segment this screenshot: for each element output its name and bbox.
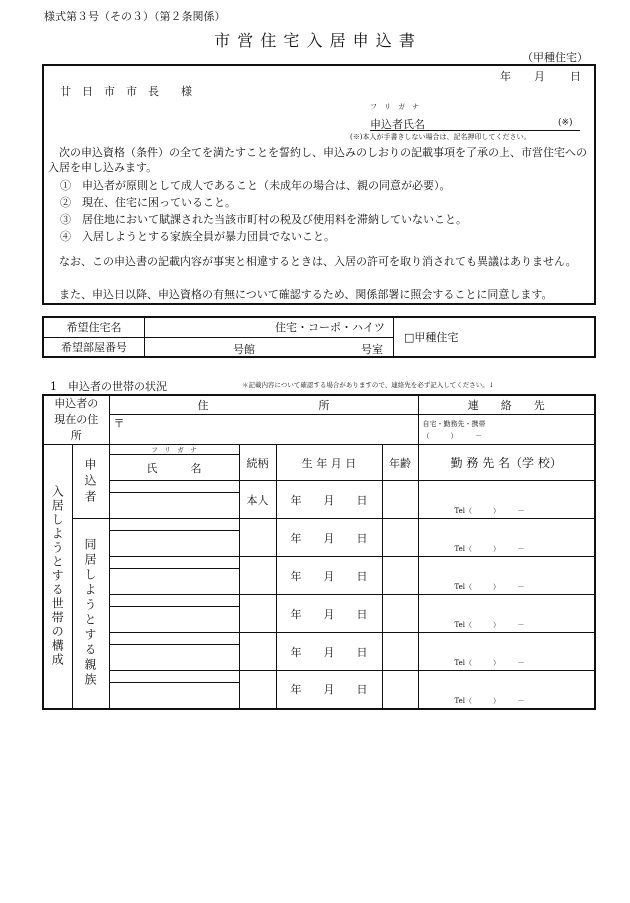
date-day-label: 日	[570, 70, 581, 83]
family-relation-field[interactable]	[239, 633, 276, 671]
applicant-relation: 本人	[239, 481, 276, 519]
form-number: 様式第３号（その３）（第２条関係）	[44, 10, 226, 23]
family-name-field[interactable]	[109, 645, 239, 671]
note-annul: なお、この申込書の記載内容が事実と相違するときは、入居の許可を取り消されても異議はありません。	[59, 255, 577, 268]
address-field[interactable]	[109, 415, 418, 445]
desired-housing-field[interactable]: 住宅・コーポ・ハイツ	[145, 317, 394, 337]
seal-mark: (※)	[558, 118, 573, 128]
family-name-field[interactable]	[109, 569, 239, 595]
family-name-field[interactable]	[109, 531, 239, 557]
condition-item: ④ 入居しようとする家族全員が暴力団員でないこと。	[60, 230, 335, 243]
applicant-workplace-field[interactable]: Tel（ ） －	[418, 481, 595, 519]
family-furigana-field[interactable]	[109, 595, 239, 607]
family-age-field[interactable]	[382, 519, 418, 557]
pledge-box	[42, 64, 596, 305]
col-relation: 続柄	[239, 445, 276, 481]
pledge-intro: 次の申込資格（条件）の全てを満たすことを誓約し、申込みのしおりの記載事項を了承の上、市営住宅への入居を申し込みます。	[48, 146, 587, 174]
family-age-field[interactable]	[382, 595, 418, 633]
family-name-field[interactable]	[109, 683, 239, 709]
applicant-furigana-field[interactable]	[109, 481, 239, 493]
contact-header: 連 絡 先	[418, 395, 595, 415]
applicant-name-field[interactable]	[109, 493, 239, 519]
family-relation-field[interactable]	[239, 519, 276, 557]
household-section-label: 入居しようとする世帯の構成	[43, 445, 72, 709]
current-address-label: 申込者の現在の住所	[43, 395, 109, 445]
conditions-list	[60, 177, 467, 245]
housing-table	[42, 316, 596, 358]
family-birth-field[interactable]: 年 月 日	[276, 671, 382, 709]
family-name-field[interactable]	[109, 607, 239, 633]
date-month-label: 月	[534, 70, 545, 83]
col-workplace: 勤 務 先 名（学 校）	[418, 445, 595, 481]
applicant-birth-field[interactable]: 年 月 日	[276, 481, 382, 519]
family-furigana-field[interactable]	[109, 519, 239, 531]
family-workplace-field[interactable]: Tel（ ） －	[418, 557, 595, 595]
col-furigana: フ リ ガ ナ	[109, 445, 239, 455]
applicant-group-label: 申込者	[72, 445, 109, 519]
room-number-field[interactable]: 号館 号室	[145, 337, 394, 357]
family-relation-field[interactable]	[239, 557, 276, 595]
family-age-field[interactable]	[382, 557, 418, 595]
section1-note: ＊記載内容について確認する場合がありますので、連絡先を必ず記入してください。↓	[242, 381, 495, 389]
note-consent: また、申込日以降、申込資格の有無について確認するため、関係部署に照会することに同意します。	[59, 288, 553, 301]
applicant-name-field[interactable]	[370, 130, 580, 131]
family-birth-field[interactable]: 年 月 日	[276, 595, 382, 633]
desired-housing-label: 希望住宅名	[43, 317, 145, 337]
family-furigana-field[interactable]	[109, 671, 239, 683]
applicant-name-label: 申込者氏名	[370, 118, 425, 131]
household-table	[42, 394, 596, 710]
family-relation-field[interactable]	[239, 595, 276, 633]
family-birth-field[interactable]: 年 月 日	[276, 557, 382, 595]
form-title: 市 営 住 宅 入 居 申 込 書	[214, 31, 416, 50]
family-group-label: 同居しようとする親族	[72, 519, 109, 709]
family-workplace-field[interactable]: Tel（ ） －	[418, 671, 595, 709]
family-workplace-field[interactable]: Tel（ ） －	[418, 595, 595, 633]
section1-title: 1 申込者の世帯の状況	[50, 380, 167, 393]
family-relation-field[interactable]	[239, 671, 276, 709]
form-type: （甲種住宅）	[522, 51, 588, 64]
family-workplace-field[interactable]: Tel（ ） －	[418, 519, 595, 557]
family-birth-field[interactable]: 年 月 日	[276, 519, 382, 557]
family-workplace-field[interactable]: Tel（ ） －	[418, 633, 595, 671]
family-birth-field[interactable]: 年 月 日	[276, 633, 382, 671]
addressee: 廿 日 市 市 長 様	[60, 85, 192, 98]
housing-type-checkbox[interactable]: □甲種住宅	[394, 317, 596, 357]
condition-item: ② 現在、住宅に困っていること。	[60, 196, 236, 209]
furigana-label: フ リ ガ ナ	[370, 103, 419, 111]
condition-item: ① 申込者が原則として成人であること（未成年の場合は、親の同意が必要）。	[60, 179, 451, 192]
date-year-label: 年	[500, 70, 511, 83]
room-number-label: 希望部屋番号	[43, 337, 145, 357]
postal-mark: 〒	[113, 417, 125, 431]
contact-field[interactable]: 自宅・勤務先・携帯 （ ） －	[418, 415, 595, 445]
family-furigana-field[interactable]	[109, 557, 239, 569]
address-header: 住 所	[109, 395, 418, 415]
seal-note: (※)本人が手書きしない場合は、記名押印してください。	[350, 133, 531, 141]
family-age-field[interactable]	[382, 671, 418, 709]
col-age: 年齢	[382, 445, 418, 481]
applicant-age-field[interactable]	[382, 481, 418, 519]
col-birth: 生 年 月 日	[276, 445, 382, 481]
family-age-field[interactable]	[382, 633, 418, 671]
condition-item: ③ 居住地において賦課された当該市町村の税及び使用料を滞納していないこと。	[60, 213, 467, 226]
col-name: 氏 名	[109, 455, 239, 481]
family-furigana-field[interactable]	[109, 633, 239, 645]
